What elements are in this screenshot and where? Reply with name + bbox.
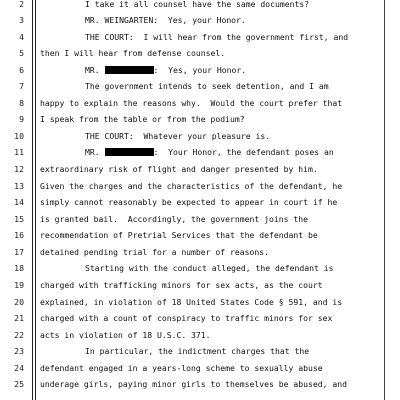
transcript-line: [0, 128, 400, 144]
line-text: happy to explain the reasons why. Would the court prefer that: [40, 98, 343, 108]
transcript-line: [0, 178, 400, 194]
line-number: 6: [19, 65, 24, 75]
line-text: extraordinary risk of flight and danger presented by him.: [40, 164, 318, 174]
transcript-line: [0, 327, 400, 343]
line-number: 23: [14, 346, 24, 356]
line-text: is granted bail. Accordingly, the government joins the: [40, 214, 309, 224]
line-number: 16: [14, 230, 24, 240]
transcript-line: [0, 95, 400, 111]
line-text: charged with trafficking minors for sex acts, as the court: [40, 280, 323, 290]
transcript-line: [0, 45, 400, 61]
line-text: recommendation of Pretrial Services that the defendant be: [40, 230, 318, 240]
line-number: 19: [14, 280, 24, 290]
line-number: 25: [14, 379, 24, 389]
speaker-label: MR.: [85, 65, 100, 75]
redaction-bar: [105, 66, 154, 74]
line-text: THE COURT: Whatever your pleasure is.: [85, 131, 271, 141]
line-text: underage girls, paying minor girls to themselves be abused, and: [40, 379, 347, 389]
speaker-label: MR.: [85, 147, 100, 157]
line-text: detained pending trial for a number of reasons.: [40, 247, 270, 257]
transcript-line: [0, 0, 400, 12]
transcript-line: [0, 78, 400, 94]
transcript-line: [0, 294, 400, 310]
line-number: 5: [19, 48, 24, 58]
line-number: 4: [19, 32, 24, 42]
line-text: charged with a count of conspiracy to traffic minors for sex: [40, 313, 333, 323]
transcript-line: [0, 29, 400, 45]
line-text: Given the charges and the characteristics of the defendant, he: [40, 181, 343, 191]
line-number: 13: [14, 181, 24, 191]
line-text: THE COURT: I will hear from the government first, and: [85, 32, 349, 42]
line-number: 22: [14, 330, 24, 340]
transcript-line: [0, 244, 400, 260]
transcript-line: [0, 310, 400, 326]
line-text-after-redaction: : Yes, your Honor.: [153, 65, 247, 75]
transcript-line: [0, 111, 400, 127]
transcript-line: [0, 376, 400, 392]
line-number: 2: [19, 0, 24, 9]
line-text: then I will hear from defense counsel.: [40, 48, 226, 58]
transcript-line: [0, 144, 400, 160]
line-text: In particular, the indictment charges that the: [85, 346, 310, 356]
line-text: defendant engaged in a years-long scheme to sexually abuse: [40, 363, 323, 373]
redaction-bar: [105, 148, 154, 156]
line-text: [85, 144, 382, 160]
transcript-line: [0, 194, 400, 210]
line-text: I speak from the table or from the podium?: [40, 114, 245, 124]
transcript-line: [0, 277, 400, 293]
line-text: explained, in violation of 18 United States Code § 591, and is: [40, 297, 343, 307]
line-text: [85, 62, 382, 78]
line-number: 12: [14, 164, 24, 174]
transcript-line: [0, 62, 400, 78]
line-number: 8: [19, 98, 24, 108]
transcript-line: [0, 161, 400, 177]
transcript-line: [0, 343, 400, 359]
line-text: The government intends to seek detention, and I am: [85, 81, 329, 91]
transcript-line: [0, 227, 400, 243]
line-number: 3: [19, 15, 24, 25]
line-number: 10: [14, 131, 24, 141]
line-text-after-redaction: : Your Honor, the defendant poses an: [153, 147, 334, 157]
line-number: 24: [14, 363, 24, 373]
line-text: acts in violation of 18 U.S.C. 371.: [40, 330, 211, 340]
transcript-line: [0, 12, 400, 28]
transcript-line: [0, 211, 400, 227]
line-number: 14: [14, 197, 24, 207]
line-number: 7: [19, 81, 24, 91]
line-number: 9: [19, 114, 24, 124]
line-number: 15: [14, 214, 24, 224]
line-number: 18: [14, 263, 24, 273]
line-number: 20: [14, 297, 24, 307]
line-text: MR. WEINGARTEN: Yes, your Honor.: [85, 15, 246, 25]
line-number: 17: [14, 247, 24, 257]
transcript-line: [0, 360, 400, 376]
line-text: I take it all counsel have the same documents?: [85, 0, 310, 9]
line-text: simply cannot reasonably be expected to appear in court if he: [40, 197, 338, 207]
line-number: 21: [14, 313, 24, 323]
line-number: 11: [14, 147, 24, 157]
transcript-line: [0, 260, 400, 276]
line-text: Starting with the conduct alleged, the defendant is: [85, 263, 334, 273]
